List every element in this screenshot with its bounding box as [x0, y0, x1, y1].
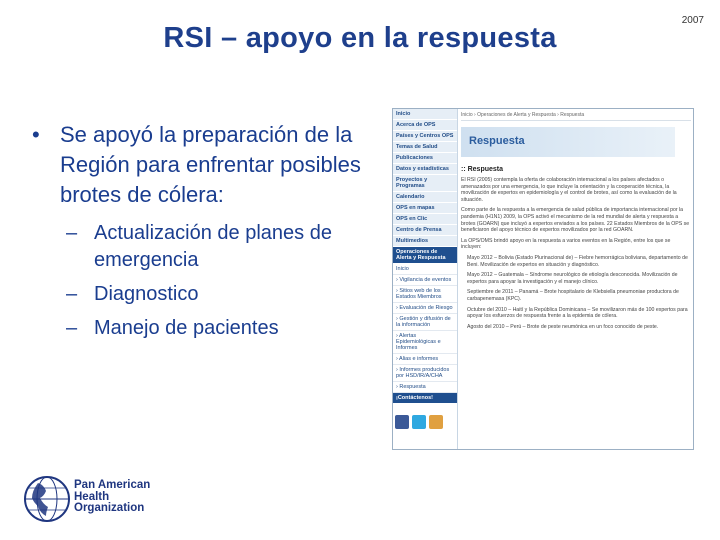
- website-screenshot: [392, 108, 694, 450]
- site-nav-item[interactable]: Países y Centros OPS: [393, 131, 457, 142]
- bullet-marker: •: [32, 122, 40, 147]
- site-nav-item[interactable]: Publicaciones: [393, 153, 457, 164]
- site-heading: :: Respuesta: [461, 166, 504, 173]
- sub-bullet-marker: –: [66, 317, 78, 339]
- site-nav-item[interactable]: Inicio: [393, 109, 457, 120]
- sub-bullet: [66, 220, 372, 274]
- bullet-list: [32, 120, 372, 349]
- logo-line: Health: [74, 490, 110, 503]
- site-nav-item[interactable]: OPS en Clic: [393, 214, 457, 225]
- site-nav-item[interactable]: Centro de Prensa: [393, 225, 457, 236]
- site-subnav-item[interactable]: › Vigilancia de eventos: [393, 275, 457, 286]
- site-event-item: Octubre del 2010 – Haití y la República Dominicana – Se movilizaron más de 100 expertos para apoyar los esfuerzos de respuesta frente a la epidemia de cólera.: [467, 306, 688, 320]
- site-subnav-item[interactable]: › Alias e informes: [393, 354, 457, 365]
- sub-bullet-list: [66, 220, 372, 342]
- sub-bullet-text: Actualización de planes de emergencia: [94, 222, 332, 271]
- main-bullet: [32, 120, 372, 210]
- site-event-item: Septiembre de 2011 – Panamá – Brote hospitalario de Klebsiella pneumoniae productora de carbapenemasa (KPC).: [467, 289, 679, 302]
- site-subnav-item[interactable]: › Informes producidos por HSD/IR/A/CHA: [393, 365, 457, 382]
- site-subnav-item[interactable]: › Alertas Epidemiológicas e Informes: [393, 331, 457, 354]
- sub-bullet: [66, 281, 372, 308]
- site-nav-item[interactable]: Acerca de OPS: [393, 120, 457, 131]
- logo-text: [74, 480, 150, 515]
- sub-bullet: [66, 315, 372, 342]
- site-banner: Respuesta: [461, 127, 675, 157]
- paho-logo: [22, 474, 172, 524]
- sub-bullet-text: Diagnostico: [94, 283, 199, 305]
- site-subnav-item[interactable]: › Respuesta: [393, 382, 457, 393]
- globe-icon: [22, 474, 72, 524]
- site-subnav-item[interactable]: › Gestión y difusión de la información: [393, 314, 457, 331]
- site-subnav-item[interactable]: Inicio: [393, 264, 457, 275]
- facebook-icon[interactable]: [395, 415, 409, 429]
- main-bullet-text: Se apoyó la preparación de la Región para enfrentar posibles brotes de cólera:: [60, 122, 361, 207]
- site-subnav-item[interactable]: › Evaluación de Riesgo: [393, 303, 457, 314]
- site-main-content: [461, 109, 691, 334]
- site-subnav-item[interactable]: › Sitios web de los Estados Miembros: [393, 286, 457, 303]
- year-label: 2007: [681, 15, 704, 26]
- site-paragraph: Como parte de la respuesta a la emergencia de salud pública de importancia internacional por la pandemia (H1N1) 2009, la OPS activó el mecanismo de la red mundial de alerta y respuesta a brotes (GOARN) que incluyó a expertos enviados a los países. 22 Estados Miembros de la OPS se beneficiaron del apoyo técnico de expertos movilizados por la red GOARN.: [461, 207, 690, 234]
- site-nav-item-active[interactable]: Operaciones de Alerta y Respuesta: [393, 247, 457, 264]
- slide-title: RSI – apoyo en la respuesta: [163, 22, 557, 54]
- sub-bullet-marker: –: [66, 222, 78, 244]
- logo-line: Organization: [74, 502, 145, 514]
- site-event-item: Agosto del 2010 – Perú – Brote de peste neumónica en un foco conocido de peste.: [467, 323, 659, 330]
- site-breadcrumb: Inicio › Operaciones de Alerta y Respuesta › Respuesta: [461, 112, 691, 121]
- site-contact-button[interactable]: ¡Contáctenos!: [393, 393, 457, 404]
- site-event-item: Mayo 2012 – Guatemala – Síndrome neurológico de etiología desconocida. Movilización de expertos para apoyar la investigación y el manejo clínico.: [467, 272, 678, 285]
- social-links: [395, 415, 443, 429]
- sub-bullet-text: Manejo de pacientes: [94, 317, 279, 339]
- site-sidebar: [393, 109, 458, 449]
- site-nav-item[interactable]: OPS en mapas: [393, 203, 457, 214]
- rss-icon[interactable]: [429, 415, 443, 429]
- sub-bullet-marker: –: [66, 283, 78, 305]
- site-nav-item[interactable]: Temas de Salud: [393, 142, 457, 153]
- twitter-icon[interactable]: [412, 415, 426, 429]
- site-event-item: Mayo 2012 – Bolivia (Estado Plurinacional de) – Fiebre hemorrágica boliviana, departamento de Beni. Movilización de expertos en situación y diagnóstico.: [467, 254, 688, 268]
- site-nav-item[interactable]: Datos y estadísticas: [393, 164, 457, 175]
- site-nav-item[interactable]: Calendario: [393, 192, 457, 203]
- logo-line: Pan American: [74, 479, 151, 491]
- site-nav-item[interactable]: Proyectos y Programas: [393, 175, 457, 192]
- site-paragraph: El RSI (2005) contempla la oferta de colaboración internacional a los países afectados o amenazados por una emergencia, lo que incluye la orientación y la cooperación técnica, la movilización de expertos en epidemiología y el control de brotes, así como la evaluación de la situación.: [461, 177, 677, 203]
- site-nav-item[interactable]: Multimedios: [393, 236, 457, 247]
- site-paragraph: La OPS/OMS brindó apoyo en la respuesta a varios eventos en la Región, entre los que se incluyen:: [461, 237, 671, 251]
